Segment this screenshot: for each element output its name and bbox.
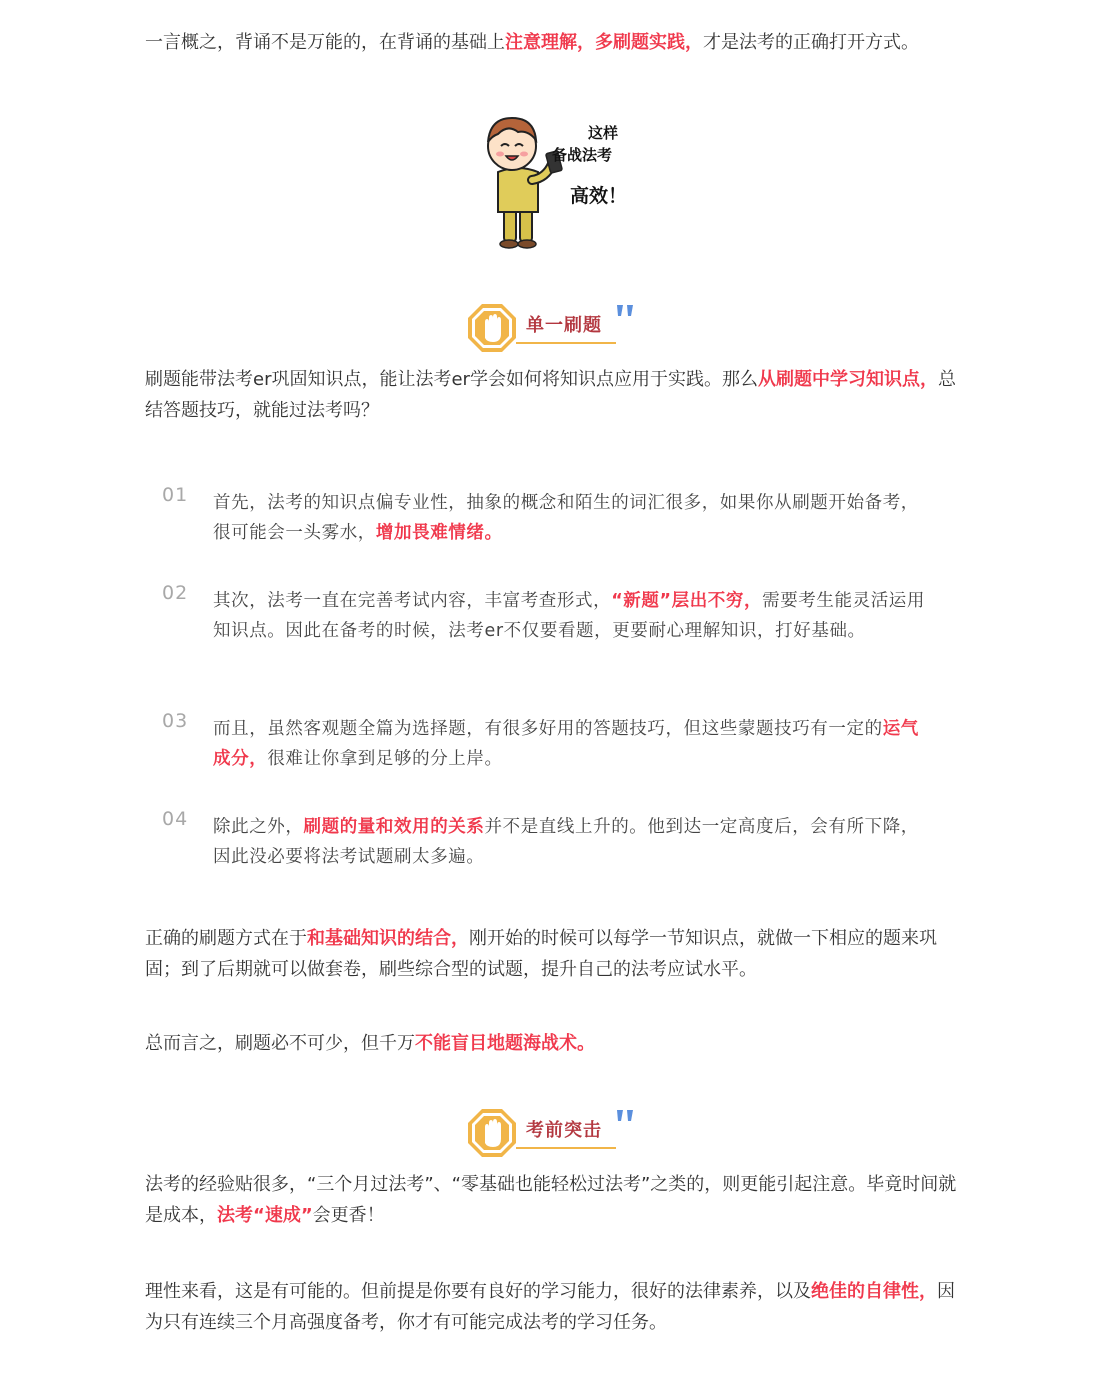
rational-text: 理性来看，这是有可能的。但前提是你要有良好的学习能力，很好的法律素养，以及: [145, 1281, 811, 1302]
practice-highlight: 和基础知识的结合，: [307, 928, 469, 949]
item-highlight: 增加畏难情绪。: [375, 523, 503, 543]
rational-text-end: 因为只有连续三个月高强度备考，你才有可能完成法考的学习任务。: [145, 1281, 955, 1333]
cartoon-illustration: [468, 108, 638, 250]
section-title: 单一刷题: [526, 315, 602, 336]
item-number: 01: [162, 484, 189, 506]
section-underline: [516, 342, 616, 344]
item-text-post: 并不是直线上升的。他到达一定高度后，会有所下降，因此没必要将法考试题刷太多遍。: [213, 817, 919, 867]
practice-text-end: 刚开始的时候可以每学一节知识点，就做一下相应的题来巩固；到了后期就可以做套卷，刷些综合型的试题，提升自己的法考应试水平。: [145, 928, 937, 980]
summary-paragraph: [145, 1028, 960, 1059]
section1-highlight: 从刷题中学习知识点，: [757, 369, 938, 390]
item-highlight: “新题”层出不穷，: [611, 591, 763, 611]
intro-text-end: 才是法考的正确打开方式。: [703, 32, 919, 53]
illustration-line1: 这样: [588, 124, 619, 142]
intro-highlight: 注意理解，多刷题实践，: [505, 32, 703, 53]
item-number: 02: [162, 582, 189, 604]
section-title: 考前突击: [526, 1120, 602, 1141]
section2-text: 法考的经验贴很多，“三个月过法考”、“零基础也能轻松过法考”之类的，则更能引起注意。毕竟时间就是成本，: [145, 1174, 957, 1226]
section1-text: 刷题能带法考er巩固知识点，能让法考er学会如何将知识点应用于实践。那么: [145, 369, 758, 390]
item-text: [213, 812, 931, 872]
section1-text-end: 总结答题技巧，就能过法考吗？: [145, 369, 956, 421]
summary-text: 总而言之，刷题必不可少，但千万: [145, 1033, 415, 1054]
quote-icon: [616, 304, 636, 320]
item-highlight: 运气成分，: [213, 719, 919, 769]
item-text: [213, 488, 931, 548]
item-text-pre: 而且，虽然客观题全篇为选择题，有很多好用的答题技巧，但这些蒙题技巧有一定的: [213, 719, 883, 739]
rational-highlight: 绝佳的自律性，: [811, 1281, 937, 1302]
item-number: 03: [162, 710, 189, 732]
cartoon-boy-icon: [468, 108, 638, 250]
practice-text: 正确的刷题方式在于: [145, 928, 307, 949]
item-highlight: 刷题的量和效用的关系: [303, 817, 485, 837]
item-text-pre: 首先，法考的知识点偏专业性，抽象的概念和陌生的词汇很多，如果你从刷题开始备考，很可能会一头雾水，: [213, 493, 919, 543]
intro-text: 一言概之，背诵不是万能的，在背诵的基础上: [145, 32, 505, 53]
item-number: 04: [162, 808, 189, 830]
item-text-post: 很难让你拿到足够的分上岸。: [267, 749, 503, 769]
section2-paragraph: [145, 1169, 960, 1231]
item-text-pre: 除此之外，: [213, 817, 304, 837]
section-header-cram: [466, 1107, 646, 1159]
illustration-line3: 高效！: [570, 185, 628, 207]
section2-highlight: 法考“速成”: [217, 1205, 313, 1226]
raised-hand-icon: [466, 302, 518, 354]
rational-paragraph: [145, 1276, 960, 1338]
item-text: [213, 586, 931, 646]
quote-icon: [616, 1109, 636, 1125]
section-header-single-practice: [466, 302, 646, 354]
practice-method-paragraph: [145, 923, 960, 985]
summary-highlight: 不能盲目地题海战术。: [415, 1033, 595, 1054]
item-text-pre: 其次，法考一直在完善考试内容，丰富考查形式，: [213, 591, 612, 611]
item-text: [213, 714, 931, 774]
section2-text-end: 会更香！: [312, 1205, 385, 1226]
section-underline: [516, 1147, 616, 1149]
section1-paragraph: [145, 364, 960, 426]
item-text-post: 需要考生能灵活运用知识点。因此在备考的时候，法考er不仅要看题，更要耐心理解知识，打好基础。: [213, 591, 926, 641]
illustration-line2: 备战法考: [552, 146, 613, 164]
raised-hand-icon: [466, 1107, 518, 1159]
intro-paragraph: [145, 27, 960, 58]
